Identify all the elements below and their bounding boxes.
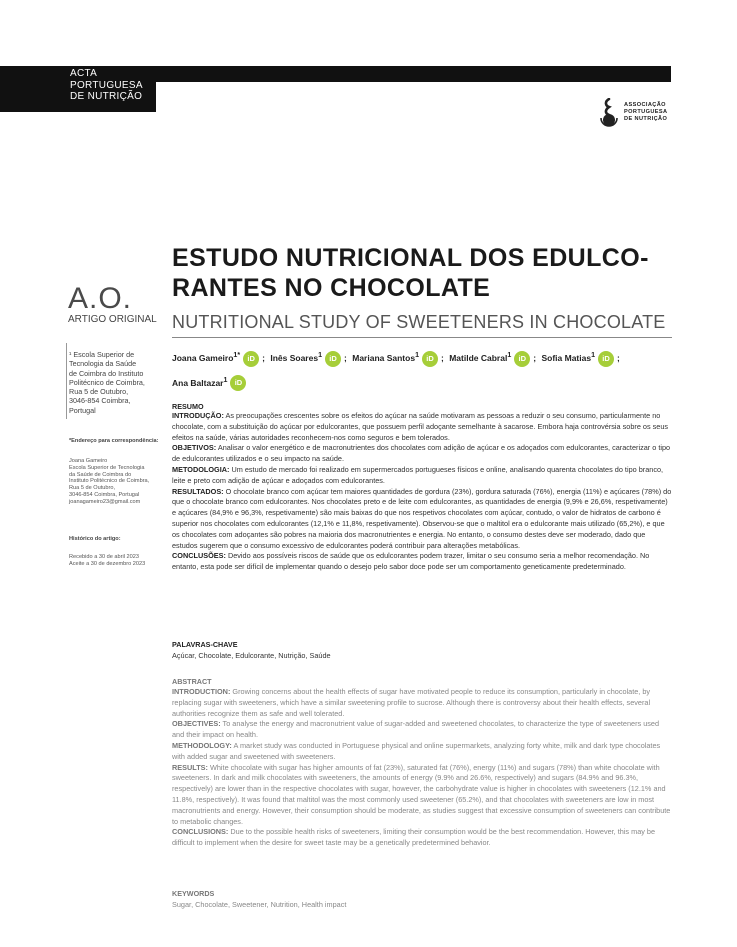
article-type-label: ARTIGO ORIGINAL	[68, 314, 157, 325]
orcid-icon[interactable]: iD	[230, 375, 246, 391]
apn-logo-text	[624, 102, 667, 123]
resumo-text: Analisar o valor energético e de macronutrientes dos chocolates com adição de açúcar e os adoçados com edulcorantes, caracterizar o tipo de edulcorantes utilizados e o seu impacto na saúde.	[172, 443, 671, 464]
orcid-icon[interactable]: iD	[598, 351, 614, 367]
correspondence-line: 3046-854 Coimbra, Portugal	[69, 491, 140, 498]
abstract-label: METHODOLOGY:	[172, 740, 232, 750]
orcid-icon[interactable]: iD	[243, 351, 259, 367]
keywords-heading: KEYWORDS	[172, 889, 215, 898]
abstract-label: OBJECTIVES:	[172, 719, 221, 729]
resumo-label: INTRODUÇÃO:	[172, 411, 224, 420]
author	[172, 353, 259, 363]
resumo-label: RESULTADOS:	[172, 486, 224, 496]
affiliation-line: Rua 5 de Outubro,	[69, 387, 129, 397]
correspondence-email[interactable]: joanagameiro23@gmail.com	[69, 498, 141, 505]
orcid-icon[interactable]: iD	[514, 351, 530, 367]
abstract-text: A market study was conducted in Portuguese physical and online supermarkets, analyzing forty white, milk and dark type chocolates with added sugar and sweetened with sweeteners.	[172, 740, 661, 761]
affiliation-line: 3046-854 Coimbra,	[69, 396, 131, 406]
history-line: Aceite a 30 de dezembro 2023	[69, 560, 146, 567]
orcid-icon[interactable]: iD	[422, 351, 438, 367]
author-sup: 1	[415, 351, 419, 359]
abstract-section	[172, 719, 672, 741]
apn-logo-line: ASSOCIAÇÃO	[624, 102, 666, 108]
author	[270, 353, 341, 363]
article-history	[69, 554, 169, 568]
correspondence-line: Instituto Politécnico de Coimbra,	[69, 478, 150, 485]
resumo-label: OBJETIVOS:	[172, 443, 217, 453]
correspondence-line: Rua 5 de Outubro,	[69, 485, 116, 492]
author-sup: 1*	[233, 351, 241, 359]
palavras-chave-heading: PALAVRAS-CHAVE	[172, 640, 238, 649]
affiliation-line: Tecnologia da Saúde	[69, 359, 137, 369]
title-line: RANTES NO CHOCOLATE	[172, 274, 491, 302]
correspondence-line: Escola Superior de Tecnologia	[69, 464, 145, 471]
resumo-section	[172, 551, 672, 573]
abstract-body	[172, 687, 672, 849]
article-type-code: A.O.	[68, 282, 133, 315]
correspondence-address	[69, 458, 169, 506]
abstract-text: Due to the possible health risks of sweeteners, limiting their consumption would be the best recommendation. However, this may be difficult to implement when the desire for sweet taste may be a genetically predetermined behavior.	[172, 827, 656, 848]
affiliation	[69, 350, 161, 415]
author-sup: 1	[507, 351, 512, 359]
abstract-label: CONCLUSIONS:	[172, 827, 229, 837]
journal-name-line: PORTUGUESA	[70, 79, 143, 91]
abstract-text: To analyse the energy and macronutrient value of sugar-added and sweetened chocolates, to characterize the type of sweeteners used and their impact on health.	[172, 719, 660, 740]
resumo-body	[172, 411, 672, 573]
sidebar-divider	[66, 343, 67, 419]
author	[352, 353, 438, 363]
title-divider	[172, 337, 672, 338]
abstract-section	[172, 741, 672, 763]
journal-name-line: ACTA	[70, 68, 98, 79]
resumo-text: Devido aos possíveis riscos de saúde que os edulcorantes podem trazer, limitar o seu consumo seria a melhor recomendação. No entanto, esta pode ser difícil de implementar quando o desejo pelo sabor doce pode ser um comportamento geneticamente predeterminado.	[172, 551, 650, 572]
abstract-section	[172, 827, 672, 849]
abstract-section	[172, 687, 672, 719]
correspondence-line: da Saúde de Coimbra do	[69, 471, 132, 478]
apn-logo-line: DE NUTRIÇÃO	[624, 116, 668, 122]
resumo-section	[172, 487, 672, 552]
journal-name	[70, 68, 160, 103]
resumo-text: Um estudo de mercado foi realizado em supermercados portugueses físicos e online, analisando quarenta chocolates do tipo branco, leite e preto com adição de açúcar e adoçados com edulcorantes.	[172, 464, 664, 485]
author	[172, 375, 246, 388]
author-name: Ana Baltazar	[172, 377, 224, 388]
resumo-text: O chocolate branco com açúcar tem maiores quantidades de gordura (23%), gordura saturada (76%), energia (11%) e açúcares (78%) do que o chocolate branco com edulcorantes. Nos chocolates preto e de leite com edulcorantes, as quantidades de energia (9,9% e 26,6%, respetivamente) e açúcares (84,9% e 96,3%, respetivamente) são mais baixas do que nos respetivos chocolates com açúcar, contudo, o valor de hidratos de carbono é superior nos chocolates com edulcorantes (12,1% e 11,8%, respetivamente). Observou-se que o maltitol era o edulcorante mais utilizado (65,2%), e que os chocolates com adoçantes são pobres na maioria dos macronutrientes e energia. No entanto, o consumo destes deve ser moderado, dado que estudos sugerem que o consumo excessivo de edulcorantes poderá contribuir para alterações metabólicas.	[172, 486, 672, 550]
author-name: Joana Gameiro	[172, 352, 234, 363]
author-name: Sofia Matias	[541, 352, 592, 363]
apn-logo-icon	[598, 98, 620, 128]
resumo-label: CONCLUSÕES:	[172, 551, 226, 561]
resumo-section	[172, 411, 672, 443]
affiliation-line: de Coimbra do Instituto	[69, 368, 144, 378]
history-label: Histórico do artigo:	[69, 536, 121, 542]
resumo-text: As preocupações crescentes sobre os efeitos do açúcar na saúde motivaram as pessoas a reduzir o seu consumo, particularmente no chocolate, com a substituição do açúcar por edulcorantes, que possuem perfil adoçante semelhante à sacarose. Embora haja controvérsia sobre os seus efeitos na saúde, várias autoridades reconhecem-nos como seguros e bem tolerados.	[172, 411, 669, 442]
author-name: Matilde Cabral	[449, 352, 508, 363]
article-title	[172, 243, 677, 303]
author	[541, 353, 614, 363]
keywords: Sugar, Chocolate, Sweetener, Nutrition, Health impact	[172, 900, 347, 909]
abstract-heading: ABSTRACT	[172, 677, 212, 686]
resumo-section	[172, 443, 672, 465]
author-name: Mariana Santos	[352, 352, 416, 363]
affiliation-line: Politécnico de Coimbra,	[69, 377, 145, 387]
author-name: Inês Soares	[270, 352, 319, 363]
resumo-heading: RESUMO	[172, 402, 204, 411]
author-list: Joana Gameiro$^{1*}$ iD ; Inês Soares$^1$ iD ; Mariana Santos$^1$ iD ; Matilde Cabral$^1$ iD ; Sofia Matias$^1$ iD ; Ana Baltazar$^1$ iD	[172, 344, 677, 394]
palavras-chave: Açúcar, Chocolate, Edulcorante, Nutrição, Saúde	[172, 651, 331, 660]
abstract-label: RESULTS:	[172, 762, 208, 772]
apn-logo-line: PORTUGUESA	[624, 109, 668, 115]
abstract-section	[172, 763, 672, 828]
abstract-text: Growing concerns about the health effects of sugar have motivated people to reduce its consumption, particularly in chocolate, by replacing sugar with sweeteners, which have a similar sweetening profile to sucrose. Although there is controversy about their health effects, several authorities recognize them as safe and well tolerated.	[172, 687, 651, 718]
author-sup: 1	[223, 375, 228, 384]
journal-name-line: DE NUTRIÇÃO	[70, 91, 143, 102]
affiliation-line: Portugal	[69, 405, 96, 415]
correspondence-label: *Endereço para correspondência:	[69, 438, 159, 444]
orcid-icon[interactable]: iD	[325, 351, 341, 367]
author-sup: 1	[318, 351, 323, 359]
author	[449, 353, 530, 363]
affiliation-line: ¹ Escola Superior de	[69, 350, 135, 359]
resumo-label: METODOLOGIA:	[172, 464, 230, 474]
abstract-text: White chocolate with sugar has higher amounts of fat (23%), saturated fat (76%), energy (11%) and sugars (78%) than white chocolate with sweeteners. In dark and milk chocolates with sweeteners, the amounts of energy (9.9% and 26.6%, respectively) and sugars (84.9% and 96.3%, respectively) are lower than in the respective chocolates with sugar, however, the carbohydrate value is higher in chocolates with sweeteners (12.1% and 11.8%, respectively). It was found that maltitol was the most commonly used sweetener (65.2%), and that chocolates with sweeteners are low in most macronutrients and energy. However, their consumption should be moderate, as studies suggest that excessive consumption of sweeteners can contribute to metabolic changes.	[172, 762, 671, 826]
title-line: ESTUDO NUTRICIONAL DOS EDULCO-	[172, 244, 649, 272]
author-sup: 1	[591, 351, 596, 359]
abstract-label: INTRODUCTION:	[172, 687, 231, 696]
apn-logo	[598, 98, 678, 128]
correspondence-line: Joana Gameiro	[69, 458, 108, 464]
article-subtitle: NUTRITIONAL STUDY OF SWEETENERS IN CHOCOLATE	[172, 312, 666, 332]
resumo-section	[172, 465, 672, 487]
history-line: Recebido a 30 de abril 2023	[69, 554, 139, 560]
